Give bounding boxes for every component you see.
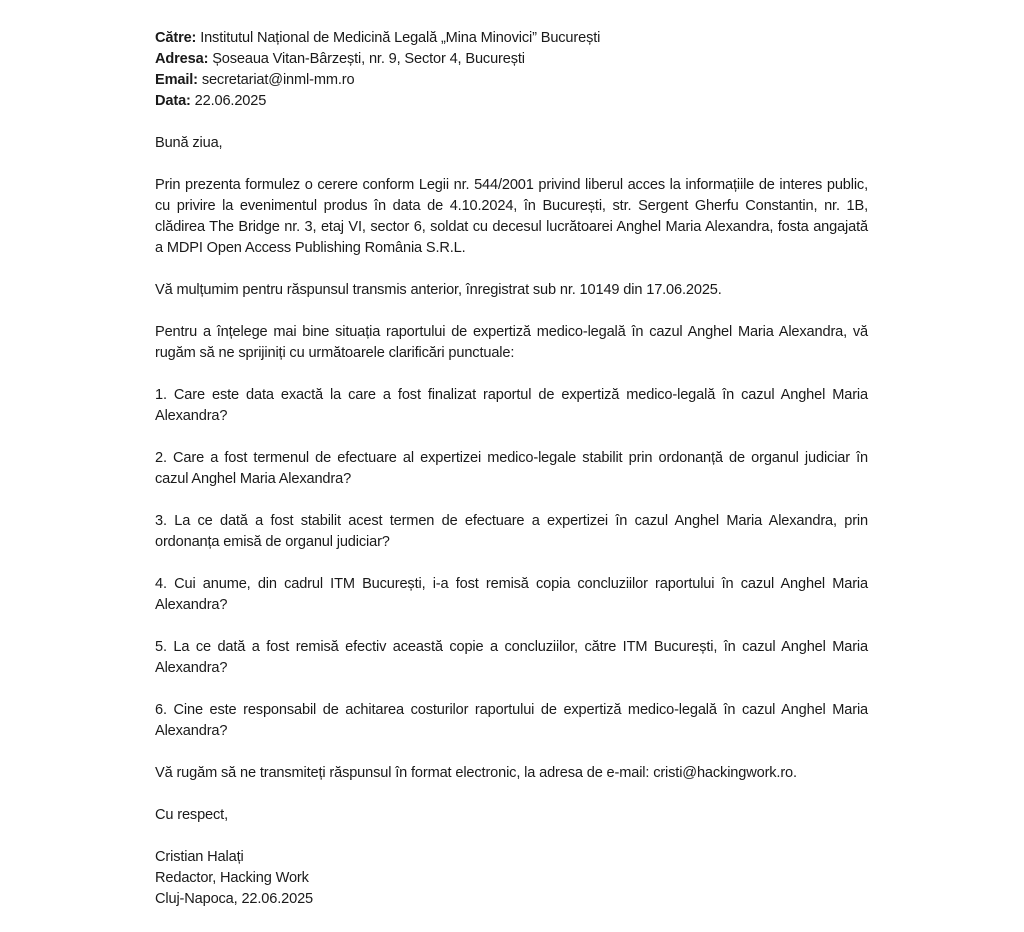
thanks-paragraph: Vă mulțumim pentru răspunsul transmis anterior, înregistrat sub nr. 10149 din 17.06.2025. xyxy=(155,282,722,298)
intro-paragraph: Prin prezenta formulez o cerere conform Legii nr. 544/2001 privind liberul acces la informațiile de interes public, cu privire la evenimentul produs în data de 4.10.2024, în București, str. Sergent Gherfu Constantin, nr. 1B, clădirea The Bridge nr. 3, etaj VI, sector 6, soldat cu decesul lucrătoarei Anghel Maria Alexandra, fosta angajată a MDPI Open Access Publishing România S.R.L. xyxy=(155,177,868,256)
signer-name: Cristian Halați xyxy=(155,849,244,865)
email-line xyxy=(155,70,868,91)
recipient-value: Institutul Național de Medicină Legală „Mina Minovici” București xyxy=(200,30,601,46)
recipient-line xyxy=(155,28,868,49)
email-value: secretariat@inml-mm.ro xyxy=(201,72,355,88)
date-label: Data: xyxy=(155,93,191,109)
question-1: 1. Care este data exactă la care a fost finalizat raportul de expertiză medico-legală în cazul Anghel Maria Alexandra? xyxy=(155,387,868,424)
signer-place-date: Cluj-Napoca, 22.06.2025 xyxy=(155,891,314,907)
request-paragraph: Pentru a înțelege mai bine situația raportului de expertiză medico-legală în cazul Anghel Maria Alexandra, vă rugăm să ne sprijiniți cu următoarele clarificări punctuale: xyxy=(155,324,868,361)
letter-header xyxy=(155,28,868,112)
question-6: 6. Cine este responsabil de achitarea costurilor raportului de expertiză medico-legală în cazul Anghel Maria Alexandra? xyxy=(155,702,868,739)
closing-salutation: Cu respect, xyxy=(155,807,228,823)
email-label: Email: xyxy=(155,72,198,88)
question-2: 2. Care a fost termenul de efectuare al expertizei medico-legale stabilit prin ordonanță de organul judiciar în cazul Anghel Maria Alexandra? xyxy=(155,450,868,487)
question-5: 5. La ce dată a fost remisă efectiv această copie a concluziilor, către ITM București, în cazul Anghel Maria Alexandra? xyxy=(155,639,868,676)
address-value: Șoseaua Vitan-Bârzești, nr. 9, Sector 4, București xyxy=(212,51,525,67)
recipient-label: Către: xyxy=(155,30,197,46)
letter-page xyxy=(155,28,868,910)
address-label: Adresa: xyxy=(155,51,209,67)
signer-role: Redactor, Hacking Work xyxy=(155,870,309,886)
address-line xyxy=(155,49,868,70)
greeting: Bună ziua, xyxy=(155,135,223,151)
reply-request-paragraph: Vă rugăm să ne transmiteți răspunsul în format electronic, la adresa de e-mail: cristi@hackingwork.ro. xyxy=(155,765,797,781)
date-value: 22.06.2025 xyxy=(194,93,267,109)
spacer xyxy=(155,112,868,133)
question-4: 4. Cui anume, din cadrul ITM București, i-a fost remisă copia concluziilor raportului în cazul Anghel Maria Alexandra? xyxy=(155,576,868,613)
signature-block xyxy=(155,847,868,910)
question-3: 3. La ce dată a fost stabilit acest termen de efectuare a expertizei în cazul Anghel Maria Alexandra, prin ordonanța emisă de organul judiciar? xyxy=(155,513,868,550)
date-line xyxy=(155,91,868,112)
